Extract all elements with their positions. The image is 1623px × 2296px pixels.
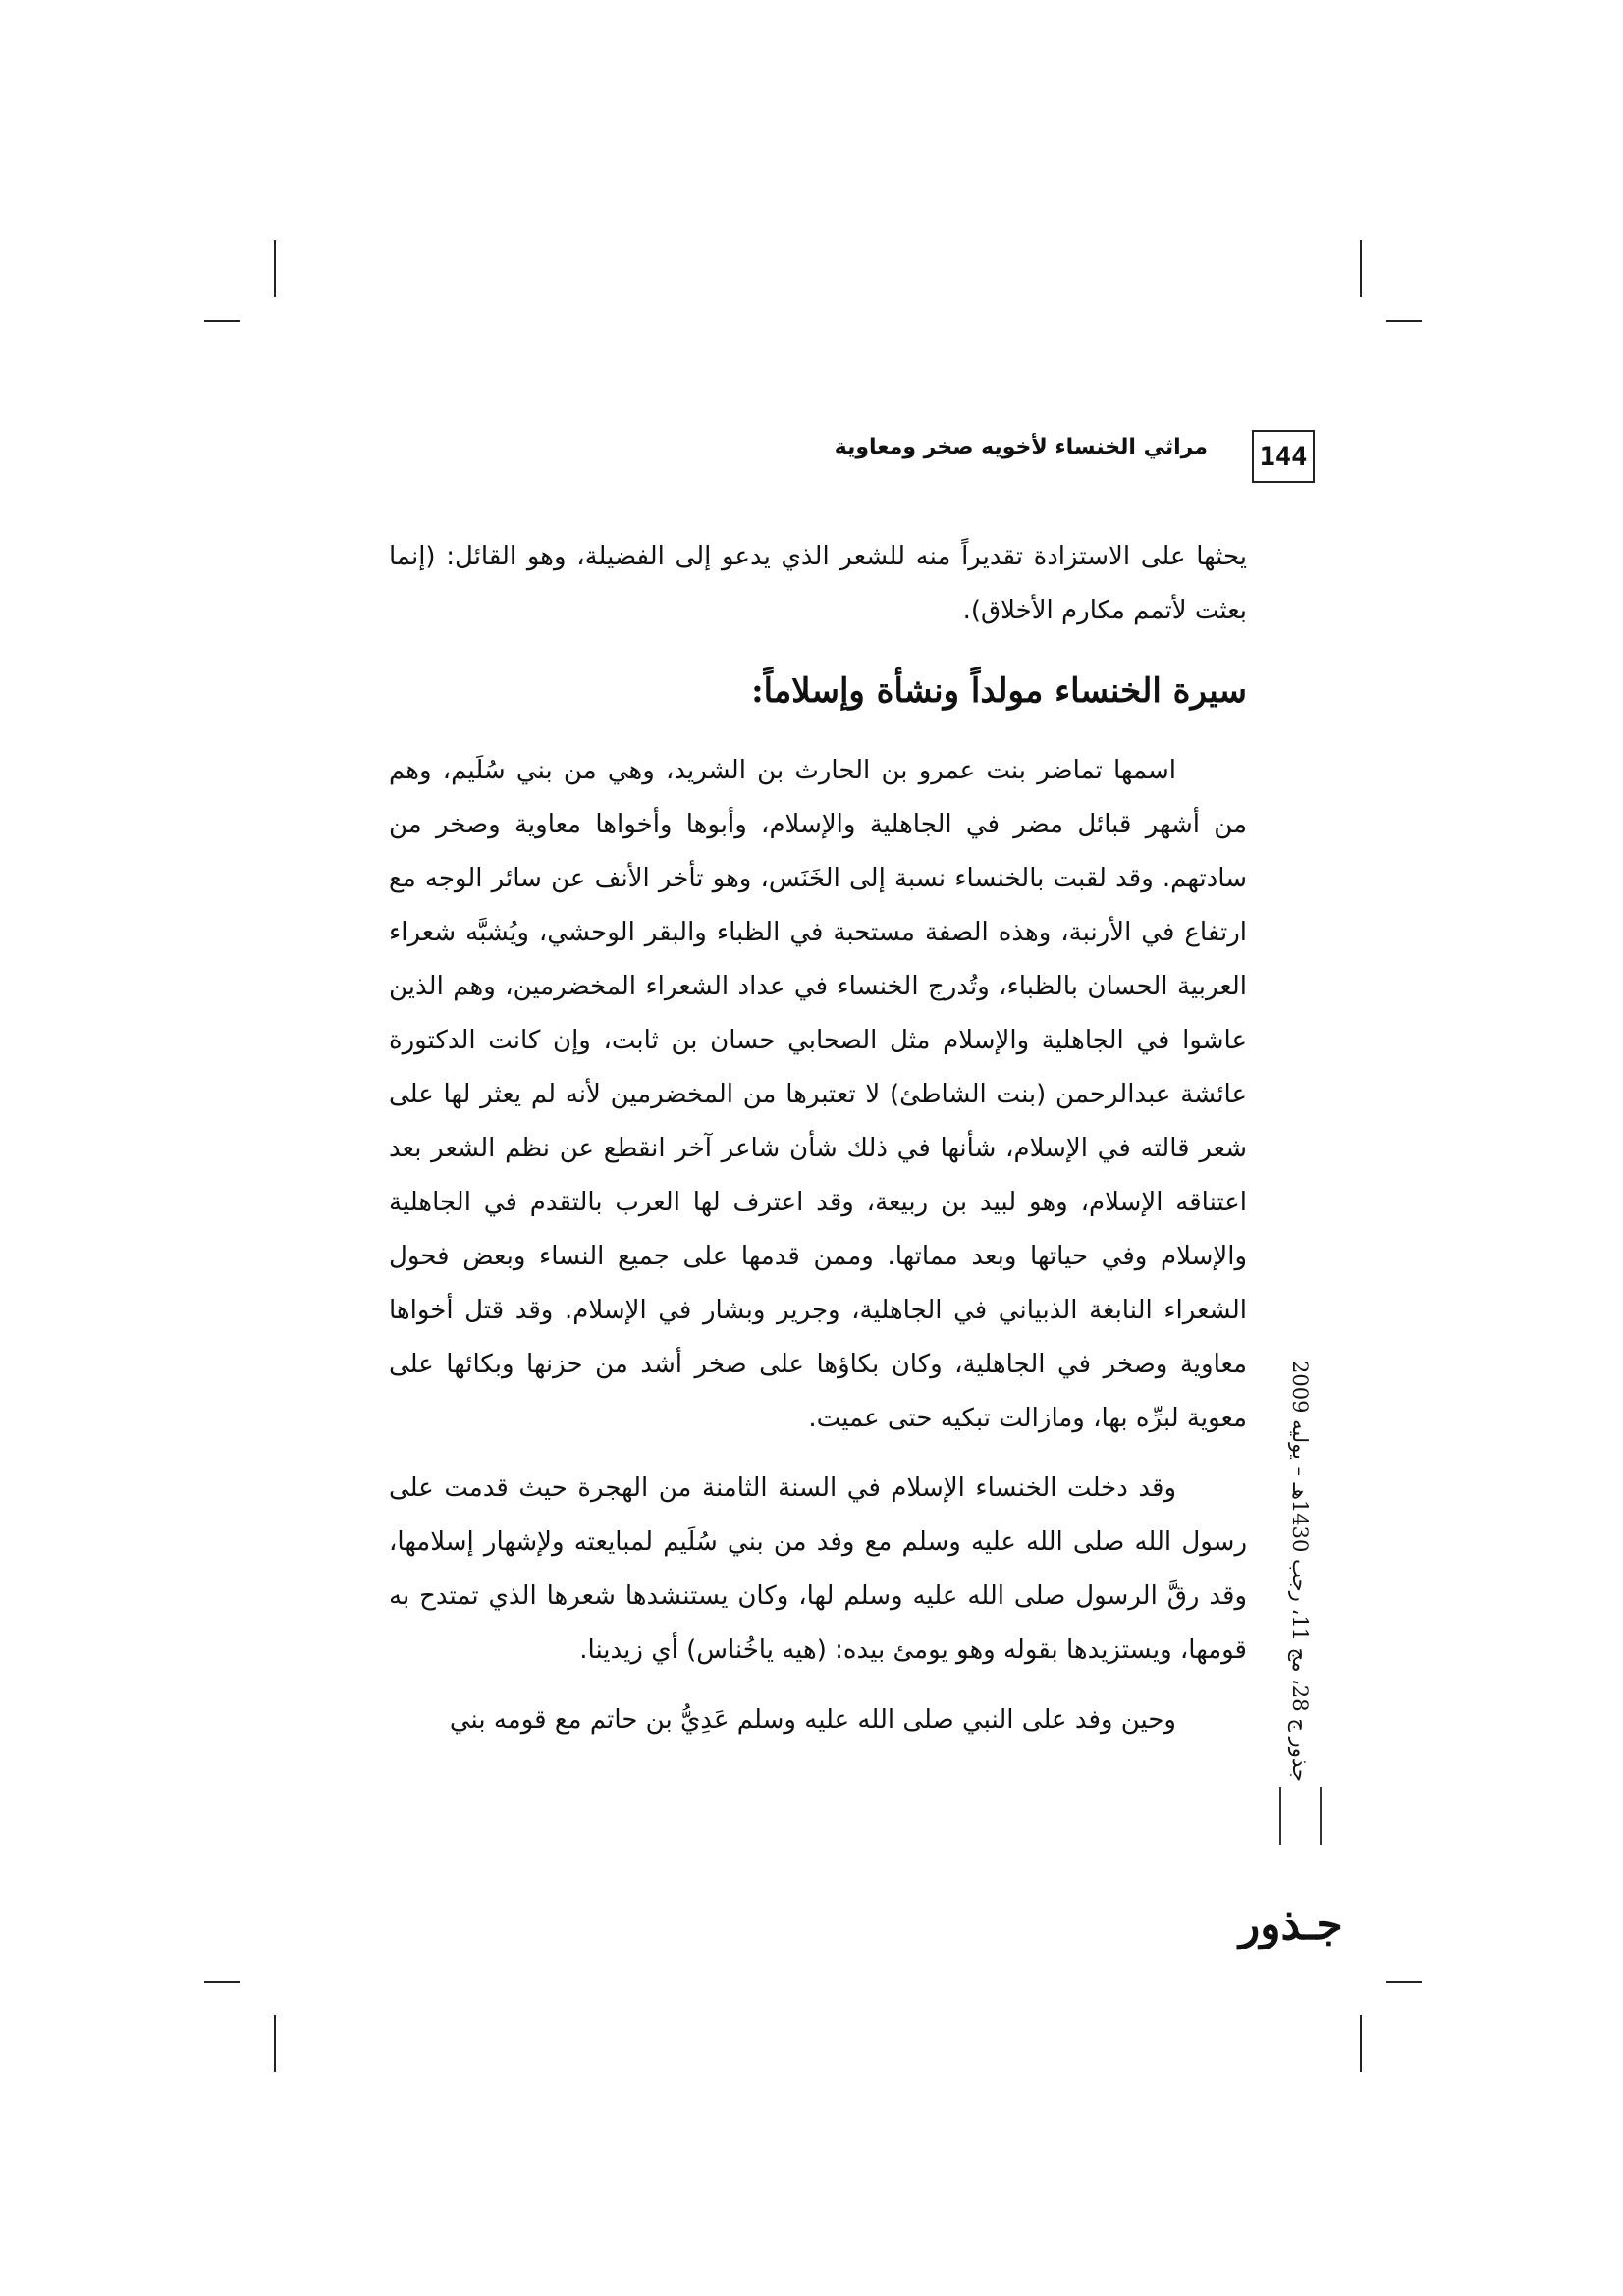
crop-mark-bottom-left-h [204,1981,240,1983]
section-heading: سيرة الخنساء مولداً ونشأة وإسلاماً: [751,671,1247,711]
paragraph-adi: وحين وفد على النبي صلى الله عليه وسلم عَدِيُّ بن حاتم مع قومه بني [449,1705,1176,1735]
crop-mark-top-right-h [1386,320,1422,322]
margin-rule-2 [1320,1787,1322,1845]
running-header-title: مراثي الخنساء لأخويه صخر ومعاوية [834,435,1208,459]
crop-mark-bottom-left [274,2015,276,2072]
journal-issue-info: جذور ج 28، مج 11، رجب 1430هـ – يوليه 2009 [1288,1360,1312,1782]
article-body [389,530,1247,1747]
paragraph-islam: وقد دخلت الخنساء الإسلام في السنة الثامنة من الهجرة حيث قدمت على رسول الله صلى الله عليه وسلم مع وفد من بني سُلَيم لمبايعته ولإشهار إسلامها، وقد رقَّ الرسول صلى الله عليه وسلم لها، وكان يستنشدها شعرها الذي تمتدح به قومها، ويستزيدها بقوله وهو يومئ بيده: (هيه ياخُناس) أي زيدينا. [389,1473,1247,1665]
intro-paragraph: يحثها على الاستزادة تقديراً منه للشعر الذي يدعو إلى الفضيلة، وهو القائل: (إنما بعثت لأتمم مكارم الأخلاق). [389,542,1247,625]
margin-rule-1 [1279,1787,1281,1845]
crop-mark-top-left-h [204,320,240,322]
crop-mark-bottom-right [1360,2015,1362,2072]
page-number: 144 [1252,430,1315,483]
crop-mark-top-left [274,240,276,297]
crop-mark-top-right [1360,240,1362,297]
paragraph-biography: اسمها تماضر بنت عمرو بن الحارث بن الشريد، وهي من بني سُلَيم، وهم من أشهر قبائل مضر في الجاهلية والإسلام، وأبوها وأخواها معاوية وصخر من سادتهم. وقد لقبت بالخنساء نسبة إلى الخَنَس، وهو تأخر الأنف عن سائر الوجه مع ارتفاع في الأرنبة، وهذه الصفة مستحبة في الظباء والبقر الوحشي، ويُشبَّه شعراء العربية الحسان بالظباء، وتُدرج الخنساء في عداد الشعراء المخضرمين، وهم الذين عاشوا في الجاهلية والإسلام مثل الصحابي حسان بن ثابت، وإن كانت الدكتورة عائشة عبدالرحمن (بنت الشاطئ) لا تعتبرها من المخضرمين لأنه لم يعثر لها على شعر قالته في الإسلام، شأنها في ذلك شأن شاعر آخر انقطع عن نظم الشعر بعد اعتناقه الإسلام، وهو لبيد بن ربيعة، وقد اعترف لها العرب بالتقدم في الجاهلية والإسلام وفي حياتها وبعد مماتها. وممن قدمها على جميع النساء وبعض فحول الشعراء النابغة الذبياني في الجاهلية، وجرير وبشار في الإسلام. وقد قتل أخواها معاوية وصخر في الجاهلية، وكان بكاؤها على صخر أشد من حزنها وبكائها على معوية لبرِّه بها، ومازالت تبكيه حتى عميت. [389,756,1247,1433]
journal-logo: جـذور [1239,1899,1343,1949]
crop-mark-bottom-right-h [1386,1981,1422,1983]
